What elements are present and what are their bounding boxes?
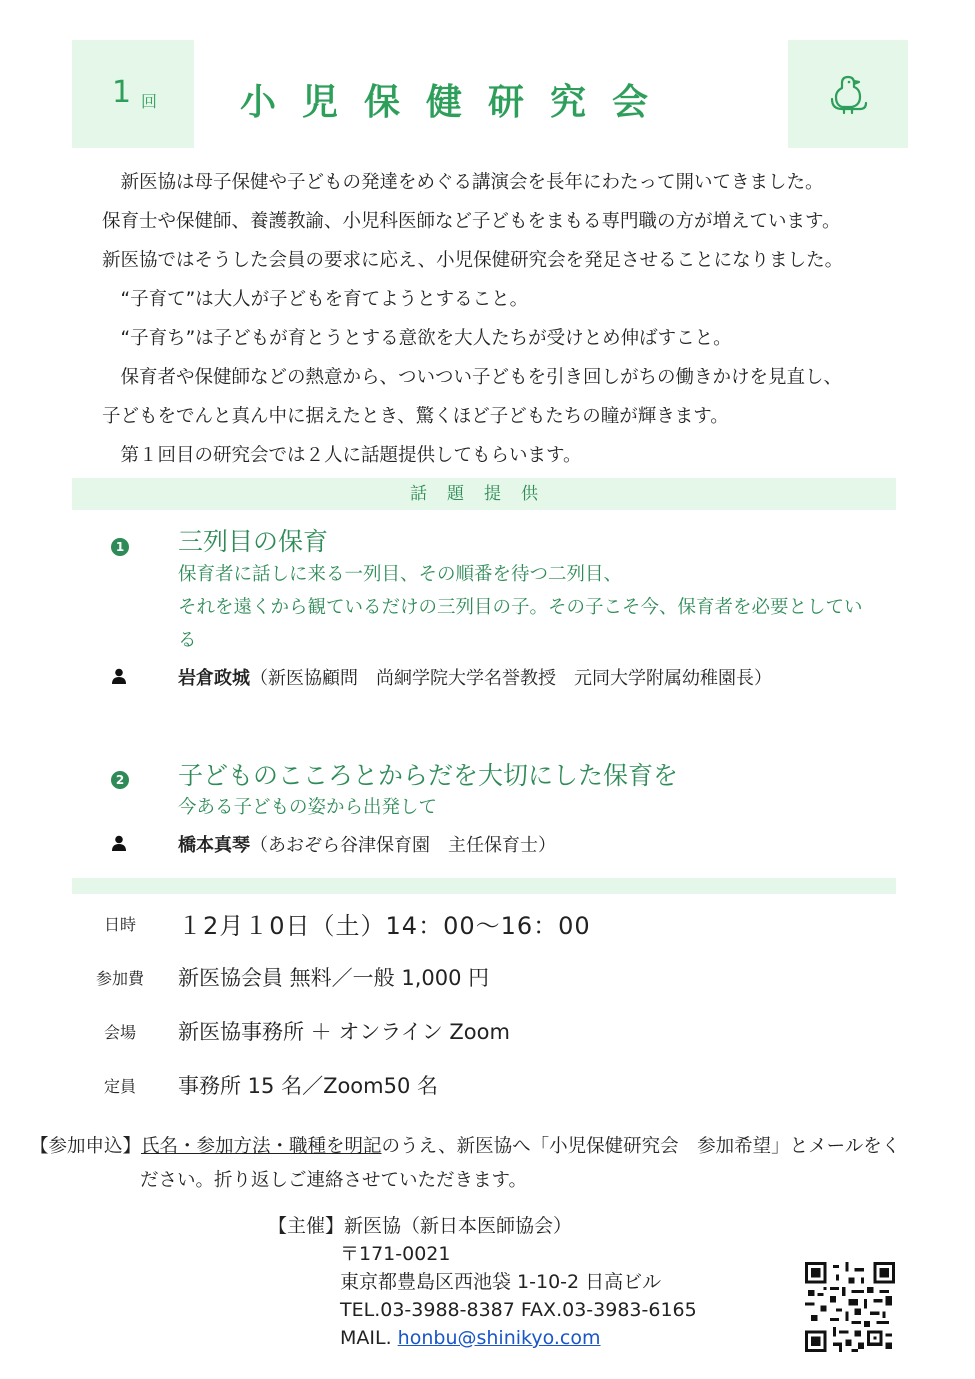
email-link[interactable]: honbu@shinikyo.com — [397, 1327, 601, 1349]
capacity-value: 事務所 15 名／Zoom50 名 — [178, 1074, 439, 1098]
section-divider — [72, 878, 896, 894]
topic-title: 三列目の保育 — [178, 527, 329, 556]
page-title: 小児保健研究会 — [240, 82, 675, 123]
intro-line: “子育ち”は子どもが育とうとする意欲を大人たちが受けとめ伸ばすこと。 — [102, 328, 732, 349]
topics-heading: 話題提供 — [410, 484, 558, 504]
intro-line: 保育者や保健師などの熱意から、ついつい子どもを引き回しがちの働きかけを見直し、 — [102, 367, 843, 388]
fee-value: 新医協会員 無料／一般 1,000 円 — [178, 966, 490, 990]
application-label: 【参加申込】 — [30, 1136, 142, 1157]
issue-number: 1 — [112, 75, 132, 110]
speaker — [178, 664, 772, 690]
topic-description-line: 保育者に話しに来る一列目、その順番を待つ二列目、 — [178, 564, 623, 585]
intro-line: “子育て”は大人が子どもを育てようとすること。 — [102, 289, 529, 310]
speaker-role: （新医協顧問 尚絅学院大学名誉教授 元同大学附属幼稚園長） — [250, 668, 772, 689]
date-label: 日時 — [103, 915, 136, 934]
topic-description-line: 今ある子どもの姿から出発して — [178, 797, 438, 818]
speaker-name: 岩倉政城 — [178, 668, 250, 689]
intro-line: 保育士や保健師、養護教諭、小児科医師など子どもをまもる専門職の方が増えています。 — [102, 211, 841, 232]
intro-line: 新医協ではそうした会員の要求に応え、小児保健研究会を発足させることになりました。 — [102, 250, 844, 271]
intro-text — [102, 163, 902, 475]
organizer-label: 【主催】 — [268, 1215, 345, 1237]
intro-line: 子どもをでんと真ん中に据えたとき、驚くほど子どもたちの瞳が輝きます。 — [102, 406, 729, 427]
topic-description — [178, 558, 863, 657]
venue-value: 新医協事務所 ＋ オンライン Zoom — [178, 1020, 510, 1044]
issue-unit: 回 — [141, 92, 158, 111]
organizer — [268, 1212, 697, 1352]
topic-number-badge: 2 — [111, 771, 129, 789]
qr-code[interactable] — [805, 1262, 895, 1352]
capacity-label: 定員 — [103, 1077, 136, 1096]
person-icon — [111, 668, 127, 684]
topic-description-line: それを遠くから観ているだけの三列目の子。その子こそ今、保育者を必要としてい — [178, 597, 863, 618]
intro-line: 第１回目の研究会では２人に話題提供してもらいます。 — [102, 445, 582, 466]
application-text: のうえ、新医協へ「小児保健研究会 参加希望」とメールをく — [381, 1136, 901, 1157]
phone-fax: TEL.03-3988-8387 FAX.03-3983-6165 — [340, 1299, 697, 1321]
postal-code: 〒171-0021 — [340, 1243, 451, 1265]
organizer-name: 新医協（新日本医師協会） — [344, 1215, 573, 1237]
application-required: 氏名・参加方法・職種を明記 — [141, 1136, 382, 1157]
speaker-role: （あおぞら谷津保育園 主任保育士） — [250, 835, 556, 856]
application-text-cont: ださい。折り返しご連絡させていただきます。 — [140, 1170, 528, 1191]
address: 東京都豊島区西池袋 1-10-2 日高ビル — [340, 1271, 662, 1293]
venue-label: 会場 — [103, 1023, 136, 1042]
mail-label: MAIL. — [340, 1327, 398, 1349]
topic-number-badge: 1 — [111, 538, 129, 556]
date-value: １2月１0日（土）14：00～16：00 — [178, 912, 591, 940]
topic-title: 子どものこころとからだを大切にした保育を — [178, 761, 679, 790]
person-icon — [111, 835, 127, 851]
application-info — [30, 1130, 960, 1198]
speaker-name: 橋本真琴 — [178, 835, 250, 856]
intro-line: 新医協は母子保健や子どもの発達をめぐる講演会を長年にわたって開いてきました。 — [102, 172, 824, 193]
bird-icon — [830, 75, 868, 115]
fee-label: 参加費 — [95, 969, 144, 988]
logo-box — [788, 40, 908, 148]
topic-description-line: る — [178, 630, 197, 651]
issue-badge — [72, 40, 194, 148]
speaker — [178, 831, 556, 857]
topic-description — [178, 791, 437, 824]
